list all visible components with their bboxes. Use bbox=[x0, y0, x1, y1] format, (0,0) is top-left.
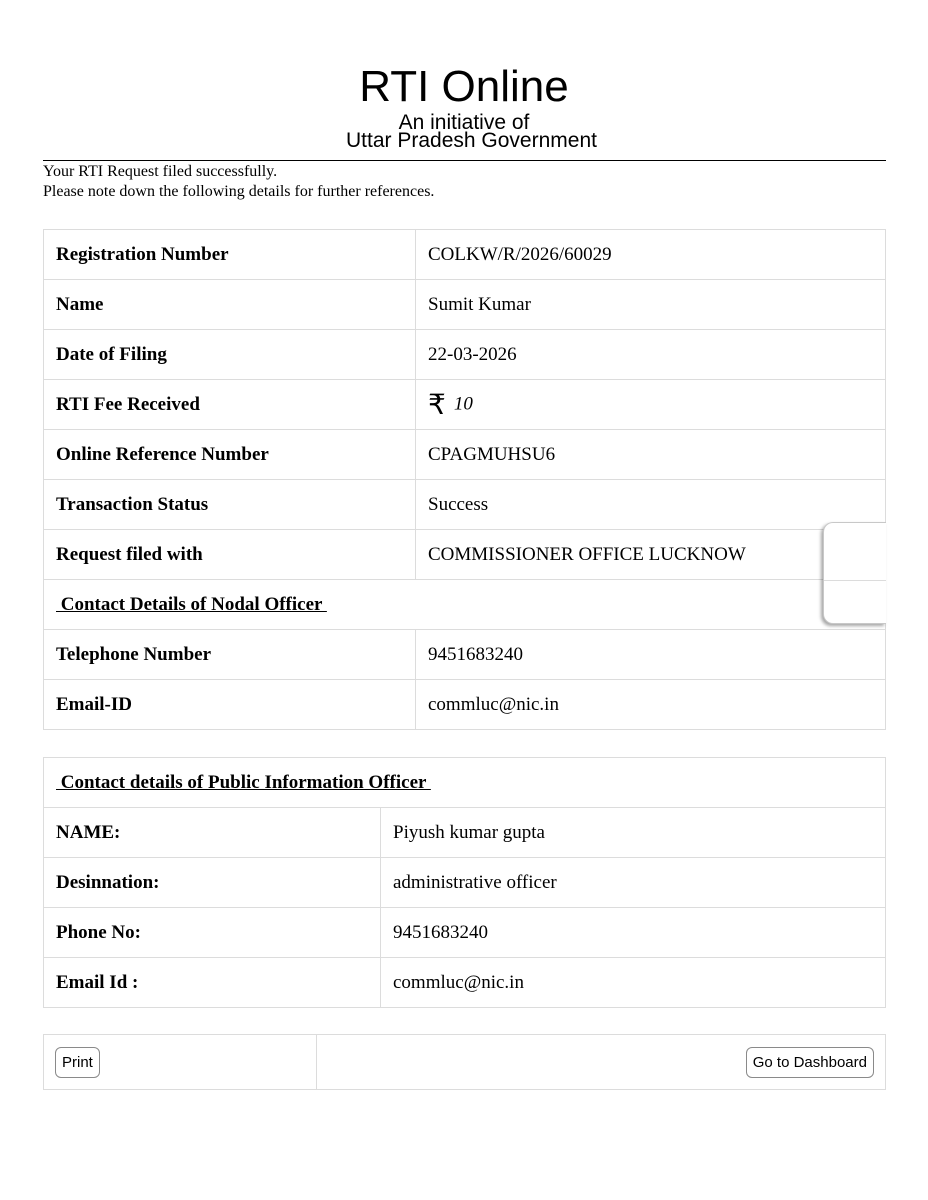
page-subtitle-line2: Uttar Pradesh Government bbox=[346, 129, 597, 152]
table-row bbox=[44, 758, 886, 808]
table-row bbox=[44, 680, 886, 730]
floating-side-tab[interactable] bbox=[823, 522, 886, 624]
table-row bbox=[44, 430, 886, 480]
filed-with-label: Request filed with bbox=[44, 530, 416, 580]
actions-table bbox=[43, 1034, 886, 1090]
date-of-filing-value: 22-03-2026 bbox=[416, 330, 886, 380]
rupee-icon: ₹ bbox=[428, 388, 446, 421]
pio-details-table bbox=[43, 757, 886, 1008]
pio-phone-label: Phone No: bbox=[44, 908, 381, 958]
pio-designation-value: administrative officer bbox=[381, 858, 886, 908]
table-row bbox=[44, 480, 886, 530]
registration-number-label: Registration Number bbox=[44, 230, 416, 280]
online-reference-label: Online Reference Number bbox=[44, 430, 416, 480]
filed-with-value: COMMISSIONER OFFICE LUCKNOW bbox=[416, 530, 886, 580]
request-details-table bbox=[43, 229, 886, 730]
pio-email-value: commluc@nic.in bbox=[381, 958, 886, 1008]
pio-designation-label: Desinnation: bbox=[44, 858, 381, 908]
print-button[interactable]: Print bbox=[55, 1047, 100, 1078]
nodal-officer-heading: Contact Details of Nodal Officer bbox=[44, 580, 886, 630]
pio-name-label: NAME: bbox=[44, 808, 381, 858]
go-to-dashboard-button[interactable]: Go to Dashboard bbox=[746, 1047, 874, 1078]
telephone-label: Telephone Number bbox=[44, 630, 416, 680]
rti-fee-value: 10 bbox=[453, 393, 473, 415]
telephone-value: 9451683240 bbox=[416, 630, 886, 680]
page-subtitle-line1: An initiative of bbox=[398, 111, 530, 134]
table-row bbox=[44, 330, 886, 380]
table-row bbox=[44, 958, 886, 1008]
pio-heading: Contact details of Public Information Officer bbox=[44, 758, 886, 808]
rti-fee-label: RTI Fee Received bbox=[44, 380, 416, 430]
table-row bbox=[44, 630, 886, 680]
table-row bbox=[44, 380, 886, 430]
email-label: Email-ID bbox=[44, 680, 416, 730]
online-reference-value: CPAGMUHSU6 bbox=[416, 430, 886, 480]
table-row bbox=[44, 530, 886, 580]
table-row bbox=[44, 1035, 886, 1090]
rti-fee-cell bbox=[416, 380, 886, 430]
pio-phone-value: 9451683240 bbox=[381, 908, 886, 958]
date-of-filing-label: Date of Filing bbox=[44, 330, 416, 380]
table-row bbox=[44, 908, 886, 958]
name-value: Sumit Kumar bbox=[416, 280, 886, 330]
pio-email-label: Email Id : bbox=[44, 958, 381, 1008]
success-message-line2: Please note down the following details for further references. bbox=[43, 183, 435, 200]
table-row bbox=[44, 230, 886, 280]
header-divider bbox=[43, 160, 886, 161]
table-row bbox=[44, 858, 886, 908]
registration-number-value: COLKW/R/2026/60029 bbox=[416, 230, 886, 280]
pio-name-value: Piyush kumar gupta bbox=[381, 808, 886, 858]
page-title: RTI Online bbox=[359, 62, 569, 111]
transaction-status-label: Transaction Status bbox=[44, 480, 416, 530]
table-row bbox=[44, 808, 886, 858]
success-message bbox=[43, 162, 434, 202]
success-message-line1: Your RTI Request filed successfully. bbox=[43, 163, 278, 180]
name-label: Name bbox=[44, 280, 416, 330]
email-value: commluc@nic.in bbox=[416, 680, 886, 730]
print-cell bbox=[44, 1035, 317, 1090]
transaction-status-value: Success bbox=[416, 480, 886, 530]
table-row bbox=[44, 580, 886, 630]
dashboard-cell bbox=[317, 1035, 886, 1090]
side-tab-divider bbox=[824, 580, 886, 581]
table-row bbox=[44, 280, 886, 330]
